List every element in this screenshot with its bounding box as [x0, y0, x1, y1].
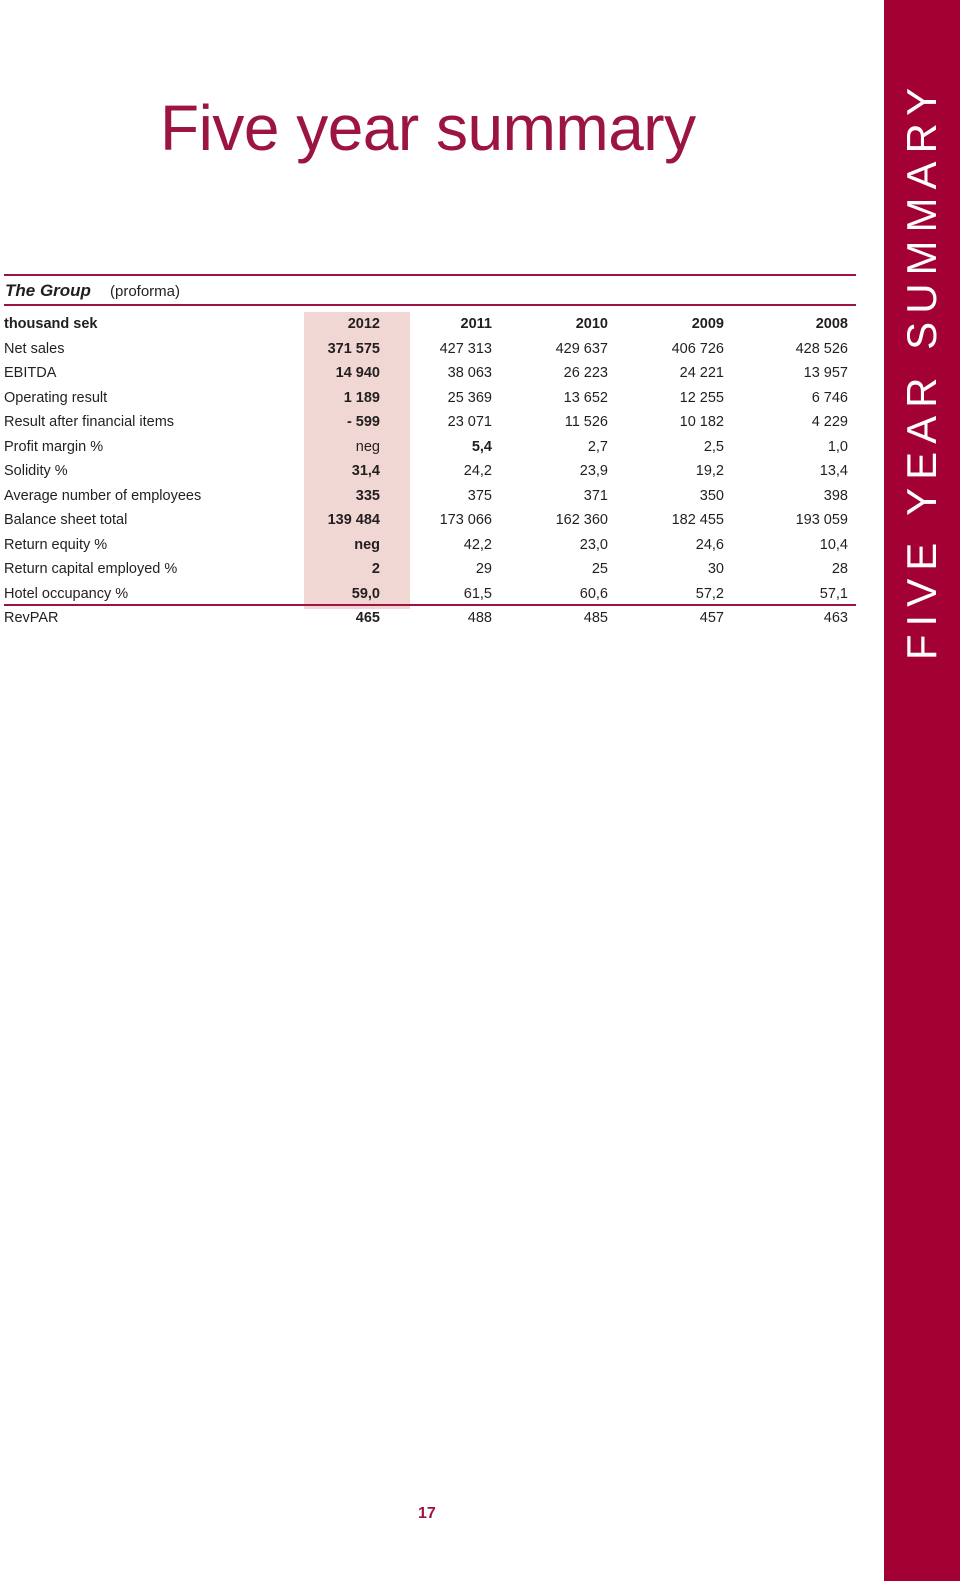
cell: 465: [355, 610, 380, 626]
page-title: Five year summary: [160, 92, 696, 164]
side-band: [884, 0, 960, 1581]
table-row: [4, 459, 856, 484]
cell: 30: [707, 561, 724, 577]
cell: 11 526: [564, 414, 608, 430]
cell: 1,0: [827, 438, 848, 455]
row-label: Balance sheet total: [4, 512, 128, 528]
cell: 13 957: [803, 365, 848, 381]
cell: 427 313: [439, 340, 492, 357]
cell: 59,0: [351, 585, 380, 602]
cell: 1 189: [343, 389, 380, 406]
cell: 485: [583, 610, 608, 626]
cell: 2,7: [587, 438, 608, 455]
row-label: Profit margin %: [4, 438, 104, 455]
cell: 12 255: [679, 389, 724, 406]
table-row: [4, 484, 856, 509]
cell: 14 940: [335, 365, 380, 381]
cell: 29: [475, 561, 492, 577]
cell: 193 059: [795, 512, 848, 528]
row-label: Return equity %: [4, 536, 108, 553]
cell: 25 369: [447, 389, 492, 406]
cell: 457: [699, 610, 724, 626]
cell: 406 726: [671, 340, 724, 357]
cell: 429 637: [555, 340, 608, 357]
row-label: Result after financial items: [4, 414, 175, 430]
cell: 371: [583, 487, 608, 504]
header-year: 2011: [460, 316, 492, 332]
row-label: Operating result: [4, 389, 108, 406]
cell: 10 182: [679, 414, 724, 430]
table-bottom-rule: [4, 604, 856, 606]
cell: 335: [355, 487, 380, 504]
table-row: [4, 606, 856, 631]
cell: 162 360: [555, 512, 608, 528]
cell: 61,5: [463, 585, 492, 602]
section-subtitle: (proforma): [110, 283, 181, 300]
table-row: [4, 386, 856, 411]
cell: 57,2: [695, 585, 724, 602]
cell: neg: [355, 438, 380, 455]
row-label: EBITDA: [4, 365, 57, 381]
cell: 428 526: [795, 340, 848, 357]
cell: 4 229: [811, 414, 848, 430]
cell: 10,4: [819, 536, 848, 553]
cell: 57,1: [819, 585, 848, 602]
cell: 13 652: [563, 389, 608, 406]
cell: 2,5: [703, 438, 724, 455]
cell: 173 066: [439, 512, 492, 528]
cell: 26 223: [563, 365, 608, 381]
cell: 398: [823, 487, 848, 504]
row-label: Average number of employees: [4, 487, 202, 504]
cell: 24,6: [695, 536, 724, 553]
section-header: [4, 274, 856, 306]
cell: 2: [371, 561, 380, 577]
cell: 25: [591, 561, 608, 577]
cell: 371 575: [327, 340, 380, 357]
header-label: thousand sek: [4, 316, 98, 332]
row-label: RevPAR: [4, 610, 59, 626]
cell: 488: [467, 610, 492, 626]
table-header-row: [4, 312, 856, 337]
cell: - 599: [346, 414, 380, 430]
cell: 350: [699, 487, 724, 504]
cell: 24,2: [463, 463, 492, 479]
cell: 6 746: [811, 389, 848, 406]
summary-table: [4, 312, 856, 631]
section-title: The Group: [5, 281, 91, 300]
cell: 28: [831, 561, 848, 577]
cell: 42,2: [463, 536, 492, 553]
cell: 31,4: [351, 463, 380, 479]
cell: 463: [823, 610, 848, 626]
row-label: Solidity %: [4, 463, 68, 479]
header-year: 2009: [691, 316, 724, 332]
cell: 60,6: [579, 585, 608, 602]
cell: 375: [467, 487, 492, 504]
cell: 23,0: [579, 536, 608, 553]
header-year: 2010: [575, 316, 608, 332]
page-number: 17: [418, 1505, 436, 1522]
table-row: [4, 410, 856, 435]
cell: 182 455: [671, 512, 724, 528]
cell: 23 071: [447, 414, 492, 430]
table-row: [4, 557, 856, 582]
row-label: Hotel occupancy %: [4, 585, 129, 602]
header-year: 2008: [815, 316, 848, 332]
row-label: Return capital employed %: [4, 561, 178, 577]
header-year: 2012: [347, 316, 380, 332]
cell: neg: [354, 536, 380, 553]
cell: 38 063: [447, 365, 492, 381]
cell: 5,4: [471, 438, 492, 455]
cell: 139 484: [327, 512, 380, 528]
table-row: [4, 361, 856, 386]
cell: 23,9: [579, 463, 608, 479]
summary-table-wrap: [4, 312, 856, 631]
table-row: [4, 533, 856, 558]
cell: 19,2: [695, 463, 724, 479]
table-row: [4, 582, 856, 607]
cell: 13,4: [819, 463, 848, 479]
cell: 24 221: [679, 365, 724, 381]
table-row: [4, 508, 856, 533]
side-label: FIVE YEAR SUMMARY: [898, 79, 945, 661]
table-row: [4, 435, 856, 460]
table-row: [4, 337, 856, 362]
row-label: Net sales: [4, 340, 65, 357]
